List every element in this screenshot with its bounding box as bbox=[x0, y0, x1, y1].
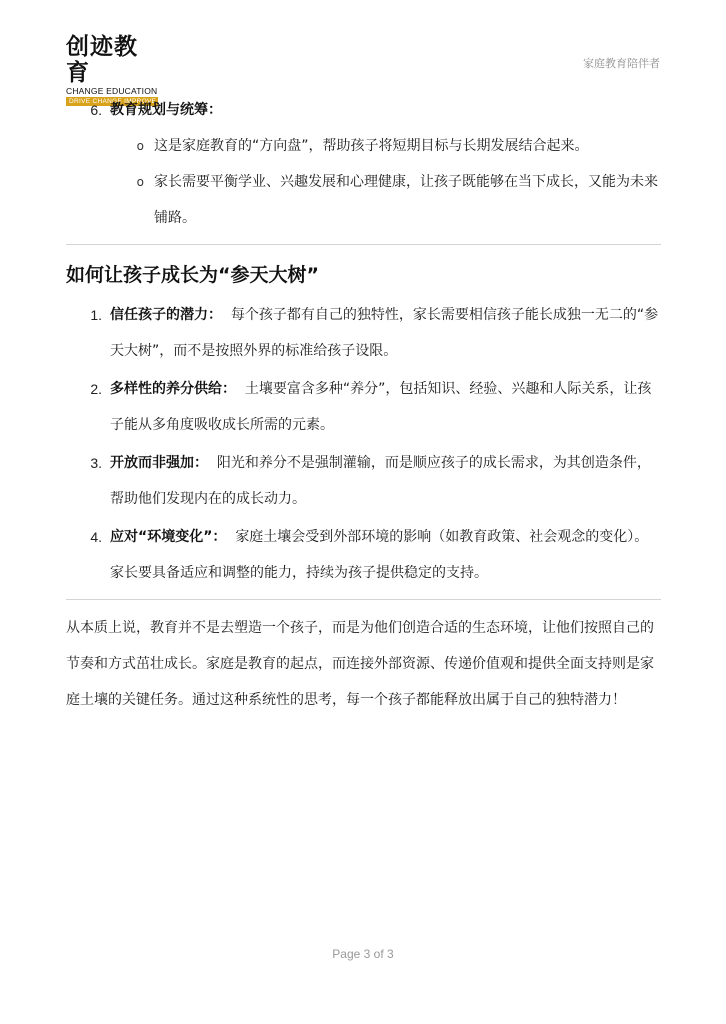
list-item-text: 土壤要富含多种“养分”，包括知识、经验、兴趣和人际关系，让孩子能从多角度吸收成长所需的元素。 bbox=[110, 381, 652, 433]
list-item bbox=[66, 371, 661, 443]
list-item bbox=[66, 445, 661, 517]
list-number: 3. bbox=[90, 455, 102, 471]
list-item bbox=[66, 297, 661, 369]
logo-title: 创迹教育 bbox=[66, 33, 138, 86]
conclusion-paragraph: 从本质上说，教育并不是去塑造一个孩子，而是为他们创造合适的生态环境，让他们按照自己的节奏和方式茁壮成长。家庭是教育的起点，而连接外部资源、传递价值观和提供全面支持则是家庭土壤的关键任务。通过这种系统性的思考，每一个孩子都能释放出属于自己的独特潜力！ bbox=[66, 620, 654, 708]
list-item-6 bbox=[66, 92, 661, 128]
document-body bbox=[66, 92, 661, 718]
list-item-title: 信任孩子的潜力： bbox=[110, 307, 222, 323]
list-item-title: 多样性的养分供给： bbox=[110, 381, 236, 397]
header-right-text: 家庭教育陪伴者 bbox=[583, 57, 660, 70]
list-number: 2. bbox=[90, 381, 102, 397]
divider bbox=[66, 244, 661, 245]
list-item-title: 应对“环境变化”： bbox=[110, 529, 227, 545]
list-item bbox=[66, 519, 661, 591]
list-number: 1. bbox=[90, 307, 102, 323]
list-item-text: 每个孩子都有自己的独特性，家长需要相信孩子能长成独一无二的“参天大树”，而不是按照外界的标准给孩子设限。 bbox=[110, 307, 659, 359]
bullet-circle-icon: o bbox=[136, 175, 144, 189]
list-item-text: 阳光和养分不是强制灌输，而是顺应孩子的成长需求，为其创造条件，帮助他们发现内在的成长动力。 bbox=[110, 455, 651, 507]
logo-tagline: DRIVE CHANGE IMPROVE bbox=[66, 97, 158, 106]
list-number: 6. bbox=[90, 102, 102, 118]
logo-subtitle: CHANGE EDUCATION bbox=[66, 86, 158, 96]
sub-bullet-list bbox=[66, 128, 661, 236]
sub-bullet-item bbox=[66, 128, 661, 164]
sub-bullet-text: 这是家庭教育的“方向盘”，帮助孩子将短期目标与长期发展结合起来。 bbox=[154, 138, 589, 154]
bullet-circle-icon: o bbox=[136, 139, 144, 153]
section-title: 如何让孩子成长为“参天大树” bbox=[66, 264, 319, 286]
list-item-text: 家庭土壤会受到外部环境的影响（如教育政策、社会观念的变化）。家长要具备适应和调整的能力，持续为孩子提供稳定的支持。 bbox=[110, 529, 649, 581]
list-item-title: 开放而非强加： bbox=[110, 455, 208, 471]
sub-bullet-item bbox=[66, 164, 661, 236]
divider bbox=[66, 599, 661, 600]
page-number: Page 3 of 3 bbox=[332, 947, 394, 961]
list-number: 4. bbox=[90, 529, 102, 545]
list-item-title: 教育规划与统筹： bbox=[110, 102, 222, 118]
sub-bullet-text: 家长需要平衡学业、兴趣发展和心理健康，让孩子既能够在当下成长，又能为未来铺路。 bbox=[154, 174, 658, 226]
